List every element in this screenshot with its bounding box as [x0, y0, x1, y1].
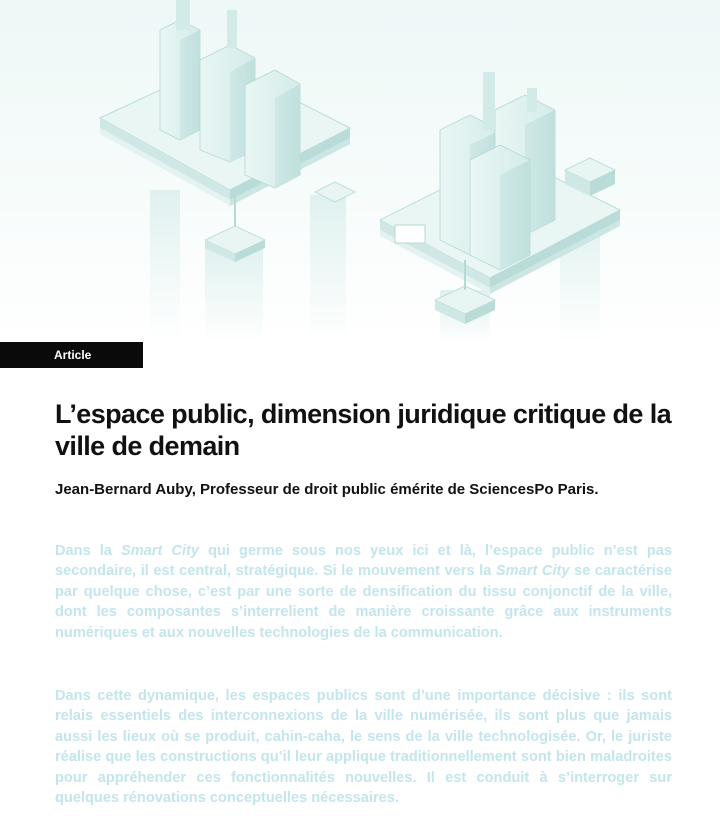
- paragraph-1-text: qui germe sous nos yeux ici et là, l’espace public n’est pas secondaire, il est central, stratégique. Si le mouvement vers la: [55, 543, 673, 580]
- paragraph-2: Dans cette dynamique, les espaces publics sont d’une importance décisive : ils sont relais essentiels des interconnexions de la ville numérisée, ils sont plus que jamais aussi les lieux où se produit, cahin-caha, le sens de la ville technologisée. Or, le juriste réalise que les constructions qu’il leur applique traditionnellement sont bien maladroites pour appréhender ces fonctionnalités nouvelles. Il est conduit à s’interroger sur quelques rénovations conceptuelles nécessaires.: [55, 688, 672, 807]
- hero-illustration: [0, 0, 720, 342]
- paragraph-1-emphasis: Smart City: [121, 543, 200, 559]
- paragraph-1-text: se caractérise par quelque chose, c’est par une sorte de densification du tissu conjonctif de la ville, dont les composantes s’interrelient de manière croissante grâce aux instruments numériques et aux nouvelles technologies de la communication.: [55, 563, 672, 641]
- hanging-tower: [310, 195, 346, 342]
- paragraph-1-emphasis: Smart City: [495, 563, 570, 580]
- paragraph-1: [55, 541, 672, 643]
- paragraph-1-text: Dans la: [55, 543, 121, 559]
- article-title: L’espace public, dimension juridique critique de la ville de demain: [55, 399, 672, 461]
- hanging-tower: [150, 190, 180, 340]
- article-tag: Article: [0, 342, 143, 368]
- smart-city-illustration: [0, 0, 720, 342]
- article-byline: Jean-Bernard Auby, Professeur de droit public émérite de SciencesPo Paris.: [55, 481, 599, 498]
